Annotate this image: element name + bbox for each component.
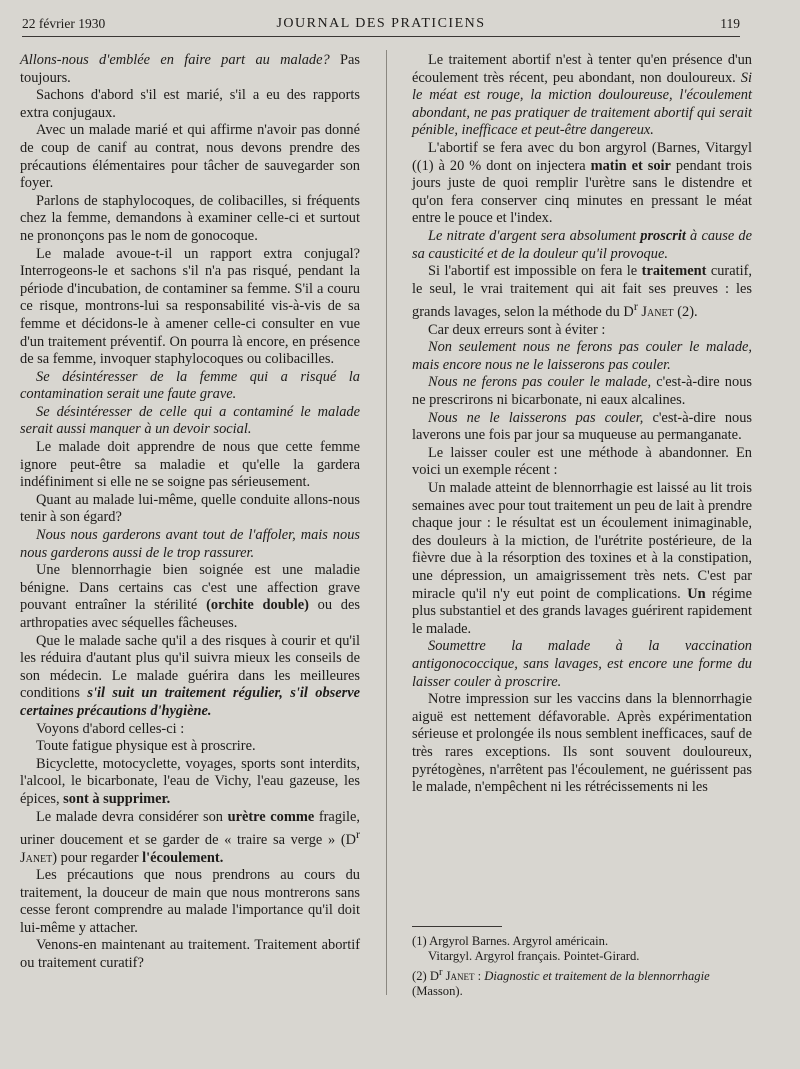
italic-text: à cause de sa causticité et de la douleur qu'il provoque. [412, 227, 752, 262]
paragraph: Les précautions que nous prendrons au cours du traitement, la douceur de main que nous montrerons sans cesse feront comprendre au malade l'importance qu'il doit lui-même y attacher. [20, 867, 360, 936]
issue-date: 22 février 1930 [22, 16, 106, 31]
text: L'abortif se fera avec du bon argyrol (Barnes, Vitargyl ((1) à 20 % dont on injectera [412, 139, 752, 174]
text: Le malade devra considérer son [36, 808, 228, 825]
text: Un malade atteint de blennorrhagie est laissé au lit trois semaines avec pour tout traitement un peu de lait à prendre chaque jour : le résultat est un écoulement inimaginable, des douleurs à la miction, de l'urétrite postérieure, de la fièvre due à la résorption des toxines et à la constipation, une dépression, un amaigrissement très nets. C'est par miracle qu'il n'y eut point de complications. [412, 480, 752, 602]
italic-paragraph: Se désintéresser de celle qui a contaminé le malade serait aussi manquer à un devoir social. [20, 403, 360, 438]
paragraph: Le laisser couler est une méthode à abandonner. En voici un exemple récent : [412, 444, 752, 479]
bold-text: Un [687, 585, 706, 602]
text: Bicyclette, motocyclette, voyages, sports sont interdits, l'alcool, le bicarbonate, l'eau de Vichy, l'eau gazeuse, les épices, [20, 755, 360, 807]
paragraph: Le malade doit apprendre de nous que cette femme ignore peut-être sa maladie et qu'elle la gardera indéfiniment si elle ne se soigne pas sérieusement. [20, 439, 360, 491]
book-title: Diagnostic et traitement de la blennorrhagie [484, 969, 710, 984]
italic-text: Nous ne ferons pas couler le malade, [428, 374, 652, 391]
italic-paragraph [412, 228, 752, 263]
italic-paragraph: Soumettre la malade à la vaccination antigonococcique, sans lavages, est encore une forme du laisser couler à proscrire. [412, 638, 752, 690]
footnote-1 [412, 934, 752, 964]
paragraph [20, 562, 360, 632]
right-column [412, 52, 752, 797]
paragraph [412, 140, 752, 228]
italic-text: Si le méat est rouge, la miction douloureuse, l'écoulement abondant, ne pas pratiquer de traitement abortif qui serait pénible, inefficace et peut-être dangereux. [412, 69, 752, 139]
footnotes [412, 934, 752, 1000]
page-number: 119 [720, 16, 740, 31]
paragraph: Le malade avoue-t-il un rapport extra conjugal? Interrogeons-le et sachons s'il n'a pas risqué, pendant la période d'incubation, de contaminer sa femme. S'il a couru ce risque, montrons-lui sa responsabilité vis-à-vis de sa femme et décidons-le à amener celle-ci consulter en vue d'un traitement préventif. On pourra là encore, en présence de sa femme, invoquer staphylocoques ou colibacilles. [20, 245, 360, 368]
author-name: Janet [637, 304, 674, 321]
text: Le traitement abortif n'est à tenter qu'en présence d'un écoulement très récent, peu abondant, non douloureux. [412, 52, 752, 86]
text: (2). [673, 304, 698, 321]
paragraph [20, 756, 360, 809]
footnote-2 [412, 965, 752, 999]
paragraph [20, 633, 360, 721]
italic-paragraph: Non seulement nous ne ferons pas couler le malade, mais encore nous ne le laisserons pas couler. [412, 339, 752, 373]
footnote-text: : [474, 969, 485, 984]
paragraph [412, 374, 752, 409]
text: c'est-à-dire nous laverons une fois par jour sa muqueuse au permanganate. [412, 409, 752, 444]
paragraph: Notre impression sur les vaccins dans la blennorrhagie aiguë est nettement défavorable. Après expérimentation sérieuse et prolongée ils nous semblent inefficaces, sauf de très rares exceptions. Ils sont souvent douloureux, pyrétogènes, n'arrêtent pas l'écoulement, ne guérissent pas le malade, n'empêchent ni les rétrécissements ni les [412, 691, 752, 796]
text: ) pour regarder [52, 849, 143, 866]
footnote-text: Vitargyl. Argyrol français. Pointet-Girard. [428, 949, 640, 963]
paragraph: Voyons d'abord celles-ci : [36, 720, 185, 737]
paragraph: Sachons d'abord s'il est marié, s'il a eu des rapports extra conjugaux. [20, 87, 360, 121]
text: Si l'abortif est impossible on fera le [428, 263, 642, 280]
text: régime plus substantiel et des grands lavages guérirent rapidement le malade. [412, 585, 752, 637]
footnote-text: (Masson). [412, 984, 463, 999]
journal-title: JOURNAL DES PRATICIENS [276, 16, 486, 31]
bold-text: traitement [641, 263, 707, 280]
paragraph: Parlons de staphylocoques, de colibacilles, si fréquents chez la femme, demandons à examiner celle-ci et surtout ne prononçons pas le nom de gonocoque. [20, 192, 360, 244]
paragraph [412, 263, 752, 322]
italic-text: Allons-nous d'emblée en faire part au malade? [20, 52, 330, 68]
left-column [20, 52, 360, 973]
text: pendant trois jours juste de quoi remplir l'urètre sans le distendre et qu'on fera conserver cinq minutes en pressant le méat entre le pouce et l'index. [412, 157, 752, 227]
bold-text: l'écoulement. [142, 849, 224, 866]
page-header [22, 14, 740, 37]
text: c'est-à-dire nous ne prescrirons ni bicarbonate, ni eaux alcalines. [412, 374, 752, 409]
text: ou des arthropaties avec séquelles fâcheuses. [20, 597, 360, 631]
column-divider [386, 50, 387, 995]
footnote-text: (2) D [412, 969, 439, 984]
italic-paragraph: Se désintéresser de la femme qui a risqué la contamination serait une faute grave. [20, 368, 360, 403]
superscript: r [438, 967, 443, 978]
paragraph [412, 480, 752, 638]
italic-text: Nous ne le laisserons pas couler, [428, 409, 644, 426]
text: curatif, le seul, le vrai traitement qui ait fait ses preuves : les grands lavages, selon la méthode du D [412, 263, 752, 321]
paragraph [412, 52, 752, 140]
footnote-rule [412, 926, 502, 927]
author-name: Janet [442, 969, 475, 984]
text: fragile, uriner doucement et se garder de « traire sa verge » (D [20, 808, 360, 848]
bold-italic-text: proscrit [640, 227, 686, 244]
paragraph: Car deux erreurs sont à éviter : [428, 321, 606, 338]
text: Pas toujours. [20, 52, 361, 86]
bold-text: urètre comme [227, 808, 315, 825]
italic-text: s'il suit un traitement régulier, s'il observe certaines précautions d'hygiène. [20, 685, 360, 719]
author-name: Janet [20, 849, 53, 866]
superscript: r [633, 299, 638, 314]
text: Une blennorrhagie bien soignée est une maladie bénigne. Dans certains cas c'est une affection grave pouvant entraîner la stérilité [20, 562, 360, 614]
paragraph: Toute fatigue physique est à proscrire. [36, 738, 256, 755]
bold-text: sont à supprimer. [63, 790, 171, 807]
bold-text: matin et soir [590, 157, 671, 174]
paragraph [412, 410, 752, 445]
paragraph [20, 809, 360, 868]
bold-text: (orchite double) [206, 597, 309, 614]
footnote-text: (1) Argyrol Barnes. Argyrol américain. [412, 934, 609, 948]
paragraph: Venons-en maintenant au traitement. Traitement abortif ou traitement curatif? [20, 937, 360, 972]
superscript: r [356, 827, 360, 842]
paragraph: Quant au malade lui-même, quelle conduite allons-nous tenir à son égard? [20, 491, 360, 526]
text: Que le malade sache qu'il a des risques à courir et qu'il les réduira d'autant plus qu'il suivra mieux les conseils de son médecin. Le malade guérira dans les meilleures conditions [20, 632, 360, 702]
italic-paragraph: Nous nous garderons avant tout de l'affoler, mais nous nous garderons aussi de le trop rassurer. [20, 527, 360, 561]
paragraph [20, 52, 360, 87]
italic-text: Le nitrate d'argent sera absolument [428, 227, 641, 244]
paragraph: Avec un malade marié et qui affirme n'avoir pas donné de coup de canif au contrat, nous devons prendre des précautions élémentaires pour tâcher de sauvegarder son foyer. [20, 122, 360, 192]
